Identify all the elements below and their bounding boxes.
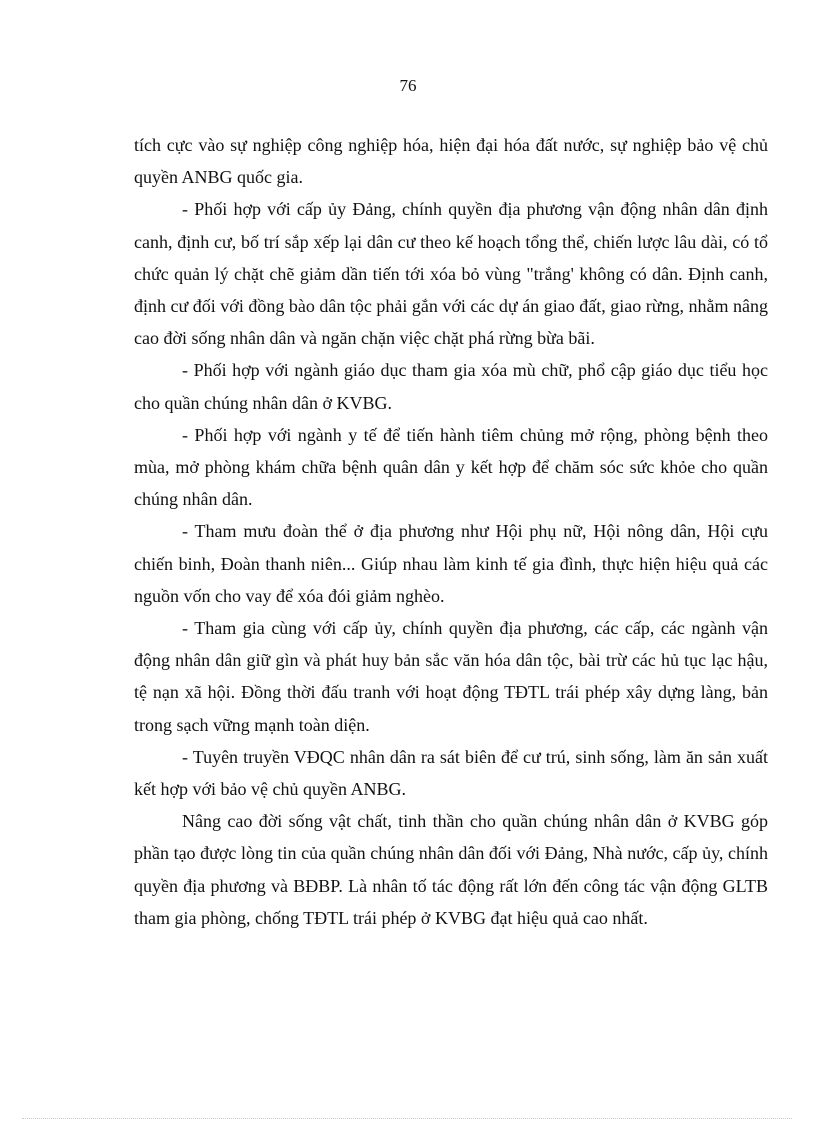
paragraph-resettlement: - Phối hợp với cấp ủy Đảng, chính quyền địa phương vận động nhân dân định canh, định cư, bố trí sắp xếp lại dân cư theo kế hoạch tổng thể, chiến lược lâu dài, có tổ chức quản lý chặt chẽ giảm dần tiến tới xóa bỏ vùng "trắng' không có dân. Định canh, định cư đối với đồng bào dân tộc phải gắn với các dự án giao đất, giao rừng, nhằm nâng cao đời sống nhân dân và ngăn chặn việc chặt phá rừng bừa bãi. <box>134 199 768 349</box>
body-text <box>134 129 768 934</box>
paragraph-culture: - Tham gia cùng với cấp ủy, chính quyền địa phương, các cấp, các ngành vận động nhân dân giữ gìn và phát huy bản sắc văn hóa dân tộc, bài trừ các hủ tục lạc hậu, tệ nạn xã hội. Đồng thời đấu tranh với hoạt động TĐTL trái phép xây dựng làng, bản trong sạch vững mạnh toàn diện. <box>134 618 768 735</box>
paragraph-organizations: - Tham mưu đoàn thể ở địa phương như Hội phụ nữ, Hội nông dân, Hội cựu chiến binh, Đoàn thanh niên... Giúp nhau làm kinh tế gia đình, thực hiện hiệu quả các nguồn vốn cho vay để xóa đói giảm nghèo. <box>134 521 768 606</box>
page-number: 76 <box>399 76 417 95</box>
paragraph-propaganda: - Tuyên truyền VĐQC nhân dân ra sát biên để cư trú, sinh sống, làm ăn sản xuất kết hợp với bảo vệ chủ quyền ANBG. <box>134 746 768 800</box>
paragraph-healthcare: - Phối hợp với ngành y tế để tiến hành tiêm chủng mở rộng, phòng bệnh theo mùa, mở phòng khám chữa bệnh quân dân y kết hợp để chăm sóc sức khỏe cho quần chúng nhân dân. <box>134 424 768 510</box>
paragraph-education: - Phối hợp với ngành giáo dục tham gia xóa mù chữ, phổ cập giáo dục tiểu học cho quần chúng nhân dân ở KVBG. <box>134 360 768 413</box>
paragraph-continuation: tích cực vào sự nghiệp công nghiệp hóa, hiện đại hóa đất nước, sự nghiệp bảo vệ chủ quyền ANBG quốc gia. <box>134 135 768 188</box>
footer-divider <box>22 1118 792 1119</box>
paragraph-conclusion: Nâng cao đời sống vật chất, tinh thần cho quần chúng nhân dân ở KVBG góp phần tạo được lòng tin của quần chúng nhân dân đối với Đảng, Nhà nước, cấp ủy, chính quyền địa phương và BĐBP. Là nhân tố tác động rất lớn đến công tác vận động GLTB tham gia phòng, chống TĐTL trái phép ở KVBG đạt hiệu quả cao nhất. <box>134 811 768 928</box>
